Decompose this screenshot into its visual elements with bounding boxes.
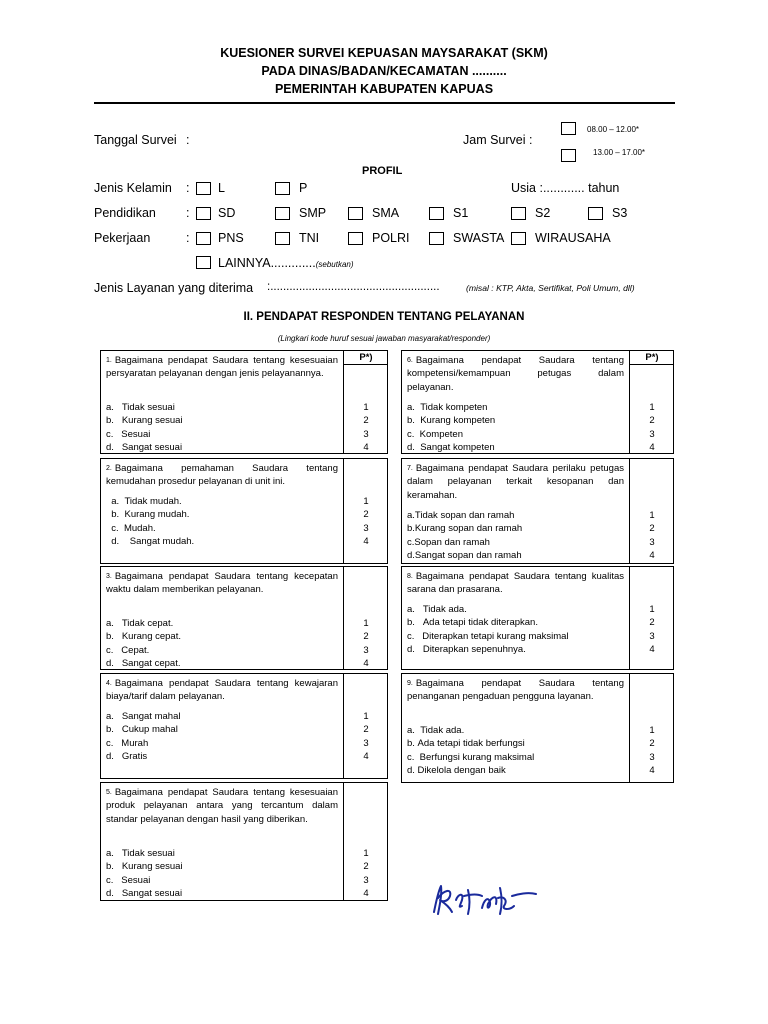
pend-s3-checkbox[interactable] xyxy=(588,207,603,220)
answer-option[interactable]: c. Mudah. xyxy=(106,522,156,534)
answer-option[interactable]: a. Tidak mudah. xyxy=(106,496,182,507)
question-body: Bagaimana pendapat Saudara tentang kesesuaian produk pelayanan antara yang tercantum dalam standar pelayanan dengan hasil yang diberikan. xyxy=(106,787,338,825)
answer-option[interactable]: d. Gratis xyxy=(106,751,148,763)
score-code[interactable]: 1 xyxy=(363,618,369,629)
question-box-9 xyxy=(401,673,674,783)
question-text xyxy=(106,354,338,381)
answer-option[interactable]: a. Sangat mahal xyxy=(106,711,181,722)
score-code[interactable]: 3 xyxy=(649,536,655,548)
score-code[interactable]: 1 xyxy=(363,496,369,507)
score-code[interactable]: 1 xyxy=(363,711,369,722)
score-code[interactable]: 4 xyxy=(649,550,655,562)
jk-l-label: L xyxy=(218,181,225,195)
pend-s3-label: S3 xyxy=(612,206,628,220)
jenis-layanan-label: Jenis Layanan yang diterima xyxy=(94,281,254,295)
question-text xyxy=(407,677,624,704)
question-box-5 xyxy=(100,782,388,901)
section2-subtitle: (Lingkari kode huruf sesuai jawaban masyarakat/responder) xyxy=(277,334,491,343)
question-number: 1. xyxy=(106,357,112,364)
jk-l-checkbox[interactable] xyxy=(196,182,211,195)
question-number: 2. xyxy=(106,465,112,472)
pendidikan-colon: : xyxy=(186,206,190,220)
question-body: Bagaimana pendapat Saudara tentang kesesuaian persyaratan pelayanan dengan jenis pelayanannya. xyxy=(106,355,338,380)
answer-option[interactable]: a.Tidak sopan dan ramah xyxy=(407,510,515,521)
answer-option[interactable]: b. Kurang sesuai xyxy=(106,415,183,427)
answer-option[interactable]: c. Berfungsi kurang maksimal xyxy=(407,751,535,763)
answer-option[interactable]: b. Ada tetapi tidak berfungsi xyxy=(407,738,525,750)
pend-sd-label: SD xyxy=(218,206,236,220)
jam-siang-label: 13.00 – 17.00* xyxy=(593,148,646,157)
answer-option[interactable]: c. Diterapkan tetapi kurang maksimal xyxy=(407,630,569,642)
pend-s2-label: S2 xyxy=(535,206,551,220)
answer-option[interactable]: a. Tidak cepat. xyxy=(106,618,174,629)
answer-option[interactable]: d. Diterapkan sepenuhnya. xyxy=(407,644,526,656)
question-text xyxy=(106,677,338,704)
score-code[interactable]: 2 xyxy=(649,617,655,629)
answer-option[interactable]: c. Sesuai xyxy=(106,874,151,886)
pend-s2-checkbox[interactable] xyxy=(511,207,526,220)
answer-option[interactable]: b. Ada tetapi tidak diterapkan. xyxy=(407,617,538,629)
pekerjaan-colon: : xyxy=(186,231,190,245)
question-box-4 xyxy=(100,673,388,779)
score-code[interactable]: 3 xyxy=(363,522,369,534)
jam-pagi-checkbox[interactable] xyxy=(561,122,576,135)
score-code[interactable]: 1 xyxy=(649,510,655,521)
pendidikan-label: Pendidikan xyxy=(94,206,156,220)
score-code[interactable]: 2 xyxy=(649,523,655,535)
answer-option[interactable]: d. Sangat sesuai xyxy=(106,888,183,900)
pend-sma-label: SMA xyxy=(372,206,400,220)
score-code[interactable]: 4 xyxy=(649,442,655,454)
question-box-1 xyxy=(100,350,388,454)
score-code[interactable]: 4 xyxy=(649,765,655,777)
pek-pns-checkbox[interactable] xyxy=(196,232,211,245)
jam-pagi-label: 08.00 – 12.00* xyxy=(587,125,640,134)
score-code[interactable]: 2 xyxy=(363,509,369,521)
score-code[interactable]: 3 xyxy=(363,874,369,886)
question-body: Bagaimana pendapat Saudara tentang kualitas sarana dan prasarana. xyxy=(407,571,624,596)
jenis-kelamin-colon: : xyxy=(186,181,190,195)
pend-s1-label: S1 xyxy=(453,206,469,220)
answer-option[interactable]: c.Sopan dan ramah xyxy=(407,536,490,548)
pek-lainnya-field[interactable] xyxy=(218,256,354,270)
answer-option[interactable]: b. Cukup mahal xyxy=(106,724,178,736)
question-body: Bagaimana pendapat Saudara tentang kecepatan waktu dalam memberikan pelayanan. xyxy=(106,571,338,596)
section2-title: II. PENDAPAT RESPONDEN TENTANG PELAYANAN xyxy=(243,311,525,323)
score-code[interactable]: 4 xyxy=(363,751,369,763)
profil-title: PROFIL xyxy=(362,165,403,177)
pend-sd-checkbox[interactable] xyxy=(196,207,211,220)
score-column-header: P*) xyxy=(344,351,388,365)
jenis-kelamin-label: Jenis Kelamin xyxy=(94,181,172,195)
pek-polri-checkbox[interactable] xyxy=(348,232,363,245)
jam-siang-checkbox[interactable] xyxy=(561,149,576,162)
answer-option[interactable]: d. Sangat mudah. xyxy=(106,536,195,548)
usia-field[interactable]: Usia :............ tahun xyxy=(511,181,620,195)
question-box-3 xyxy=(100,566,388,670)
pek-tni-label: TNI xyxy=(299,231,320,245)
tanggal-colon: : xyxy=(186,133,190,147)
pek-wirausaha-label: WIRAUSAHA xyxy=(535,231,611,245)
pend-smp-checkbox[interactable] xyxy=(275,207,290,220)
answer-option[interactable]: c. Sesuai xyxy=(106,428,151,440)
score-code[interactable]: 1 xyxy=(649,725,655,736)
question-body: Bagaimana pendapat Saudara tentang penanganan pengaduan pengguna layanan. xyxy=(407,678,624,703)
question-text xyxy=(106,462,338,489)
question-text xyxy=(106,786,338,826)
score-code[interactable]: 1 xyxy=(363,848,369,859)
answer-option[interactable]: d. Sangat cepat. xyxy=(106,658,181,670)
answer-option[interactable]: d. Sangat sesuai xyxy=(106,442,183,454)
score-code[interactable]: 3 xyxy=(363,644,369,656)
score-code[interactable]: 4 xyxy=(363,888,369,900)
pend-sma-checkbox[interactable] xyxy=(348,207,363,220)
question-text xyxy=(407,570,624,597)
question-box-7 xyxy=(401,458,674,564)
answer-option[interactable]: a. Tidak sesuai xyxy=(106,848,175,859)
jenis-layanan-hint: (misal : KTP, Akta, Sertifikat, Poli Umum, dll) xyxy=(466,283,635,293)
score-code[interactable]: 3 xyxy=(363,737,369,749)
question-box-8 xyxy=(401,566,674,670)
question-text xyxy=(106,570,338,597)
score-code[interactable]: 3 xyxy=(649,630,655,642)
score-code[interactable]: 4 xyxy=(649,644,655,656)
answer-option[interactable]: c. Murah xyxy=(106,737,149,749)
question-body: Bagaimana pemahaman Saudara tentang kemudahan prosedur pelayanan di unit ini. xyxy=(106,463,338,488)
answer-option[interactable]: d. Sangat kompeten xyxy=(407,442,495,454)
question-body: Bagaimana pendapat Saudara tentang kompetensi/kemampuan petugas dalam pelayanan. xyxy=(407,355,624,393)
pend-smp-label: SMP xyxy=(299,206,327,220)
question-number: 6. xyxy=(407,357,413,364)
score-code[interactable]: 2 xyxy=(363,415,369,427)
pek-lainnya-label: LAINNYA............. xyxy=(218,256,316,270)
pek-wirausaha-checkbox[interactable] xyxy=(511,232,526,245)
score-code[interactable]: 4 xyxy=(363,442,369,454)
answer-option[interactable]: b. Kurang sesuai xyxy=(106,861,183,873)
pek-polri-label: POLRI xyxy=(372,231,410,245)
jenis-layanan-field[interactable]: :..................................................... xyxy=(267,281,440,293)
question-number: 8. xyxy=(407,573,413,580)
answer-option[interactable]: a. Tidak ada. xyxy=(407,725,465,736)
score-code[interactable]: 2 xyxy=(363,861,369,873)
score-code[interactable]: 3 xyxy=(649,751,655,763)
answer-option[interactable]: b. Kurang kompeten xyxy=(407,415,496,427)
answer-option[interactable]: b. Kurang mudah. xyxy=(106,509,190,521)
form-title-line3: PEMERINTAH KABUPATEN KAPUAS xyxy=(274,82,494,96)
question-text xyxy=(407,462,624,502)
pek-pns-label: PNS xyxy=(218,231,244,245)
question-number: 9. xyxy=(407,680,413,687)
question-box-6 xyxy=(401,350,674,454)
question-number: 4. xyxy=(106,680,112,687)
answer-option[interactable]: c. Kompeten xyxy=(407,428,463,440)
question-body: Bagaimana pendapat Saudara tentang kewajaran biaya/tarif dalam pelayanan. xyxy=(106,678,338,703)
question-number: 7. xyxy=(407,465,413,472)
answer-option[interactable]: a. Tidak sesuai xyxy=(106,402,175,413)
score-code[interactable]: 2 xyxy=(363,631,369,643)
answer-option[interactable]: a. Tidak kompeten xyxy=(407,402,488,413)
pek-tni-checkbox[interactable] xyxy=(275,232,290,245)
answer-option[interactable]: b.Kurang sopan dan ramah xyxy=(407,523,523,535)
answer-option[interactable]: d. Dikelola dengan baik xyxy=(407,765,506,777)
tanggal-survei-label: Tanggal Survei xyxy=(94,133,177,147)
question-body: Bagaimana pendapat Saudara perilaku petugas dalam pelayanan terkait kesopanan dan keramahan. xyxy=(407,463,624,501)
jk-p-label: P xyxy=(299,181,308,195)
score-code[interactable]: 1 xyxy=(649,604,655,615)
score-code[interactable]: 2 xyxy=(363,724,369,736)
score-code[interactable]: 1 xyxy=(363,402,369,413)
score-column-header: P*) xyxy=(630,351,674,365)
answer-option[interactable]: a. Tidak ada. xyxy=(407,604,467,615)
score-code[interactable]: 4 xyxy=(363,536,369,548)
answer-option[interactable]: b. Kurang cepat. xyxy=(106,631,181,643)
jam-survei-label: Jam Survei : xyxy=(463,133,533,147)
form-title-line2: PADA DINAS/BADAN/KECAMATAN .......... xyxy=(261,64,507,78)
score-code[interactable]: 3 xyxy=(649,428,655,440)
score-code[interactable]: 1 xyxy=(649,402,655,413)
score-code[interactable]: 3 xyxy=(363,428,369,440)
question-number: 3. xyxy=(106,573,112,580)
pek-swasta-checkbox[interactable] xyxy=(429,232,444,245)
jk-p-checkbox[interactable] xyxy=(275,182,290,195)
score-code[interactable]: 2 xyxy=(649,415,655,427)
score-code[interactable]: 2 xyxy=(649,738,655,750)
sebutkan-hint: (sebutkan) xyxy=(315,260,354,269)
answer-option[interactable]: d.Sangat sopan dan ramah xyxy=(407,550,522,562)
pend-s1-checkbox[interactable] xyxy=(429,207,444,220)
pekerjaan-label: Pekerjaan xyxy=(94,231,151,245)
answer-option[interactable]: c. Cepat. xyxy=(106,644,150,656)
signature xyxy=(428,880,540,922)
score-code[interactable]: 4 xyxy=(363,658,369,670)
question-text xyxy=(407,354,624,394)
question-box-2 xyxy=(100,458,388,564)
pek-swasta-label: SWASTA xyxy=(453,231,505,245)
form-title-line1: KUESIONER SURVEI KEPUASAN MAYSARAKAT (SKM) xyxy=(220,46,548,60)
header-rule xyxy=(94,102,675,104)
question-number: 5. xyxy=(106,789,112,796)
pek-lainnya-checkbox[interactable] xyxy=(196,256,211,269)
